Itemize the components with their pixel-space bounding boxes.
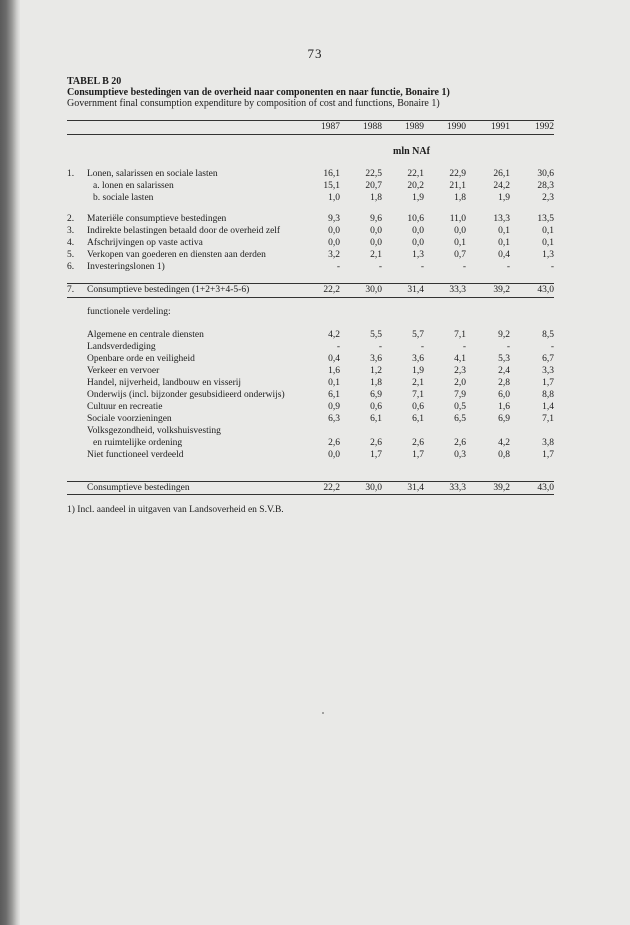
- cell: 0,0: [328, 238, 340, 248]
- cell: 0,6: [370, 402, 382, 412]
- cell: -: [336, 262, 340, 272]
- footnote: 1) Incl. aandeel in uitgaven van Landsoverheid en S.V.B.: [67, 505, 284, 515]
- cell: 0,3: [454, 450, 466, 460]
- cell: 43,0: [537, 285, 554, 295]
- table-row: [0, 401, 630, 413]
- cell: 1,0: [328, 193, 340, 203]
- cell: 13,5: [537, 214, 554, 224]
- table-row: [0, 449, 630, 461]
- row-number: 1.: [67, 169, 75, 179]
- table-row: [0, 437, 630, 449]
- year-header: 1987: [321, 122, 340, 132]
- cell: 13,3: [493, 214, 510, 224]
- row-number: 4.: [67, 238, 75, 248]
- cell: 0,8: [498, 450, 510, 460]
- table-row: [0, 249, 630, 261]
- table-title-dutch: Consumptieve bestedingen van de overheid naar componenten en naar functie, Bonaire 1): [67, 87, 450, 98]
- unit-label: mln NAf: [393, 146, 430, 157]
- cell: 15,1: [323, 181, 340, 191]
- row-number: 6.: [67, 262, 75, 272]
- cell: 0,1: [498, 226, 510, 236]
- cell: -: [550, 342, 554, 352]
- cell: 16,1: [323, 169, 340, 179]
- cell: 9,2: [498, 330, 510, 340]
- cell: 7,1: [412, 390, 424, 400]
- row-number: 2.: [67, 214, 75, 224]
- cell: 1,2: [370, 366, 382, 376]
- table-row: [0, 237, 630, 249]
- cell: 1,8: [370, 193, 382, 203]
- cell: 1,3: [412, 250, 424, 260]
- cell: 0,5: [454, 402, 466, 412]
- cell: 6,9: [498, 414, 510, 424]
- cell: 6,0: [498, 390, 510, 400]
- cell: 0,1: [328, 378, 340, 388]
- table-row: [0, 341, 630, 353]
- cell: 1,7: [370, 450, 382, 460]
- row-label: Verkopen van goederen en diensten aan derden: [87, 250, 266, 260]
- table-row: [0, 168, 630, 180]
- row-label: Materiële consumptieve bestedingen: [87, 214, 227, 224]
- cell: 4,1: [454, 354, 466, 364]
- cell: 0,1: [454, 238, 466, 248]
- cell: 39,2: [493, 285, 510, 295]
- cell: -: [378, 262, 382, 272]
- row-label: Cultuur en recreatie: [87, 402, 163, 412]
- total-bottom-rule: [67, 297, 554, 298]
- cell: 0,0: [412, 226, 424, 236]
- cell: 22,1: [407, 169, 424, 179]
- cell: 4,2: [498, 438, 510, 448]
- year-header: 1990: [447, 122, 466, 132]
- cell: -: [378, 342, 382, 352]
- cell: 5,7: [412, 330, 424, 340]
- cell: 0,1: [542, 238, 554, 248]
- cell: 2,6: [454, 438, 466, 448]
- cell: 7,9: [454, 390, 466, 400]
- cell: 0,0: [328, 226, 340, 236]
- cell: -: [550, 262, 554, 272]
- cell: 1,8: [370, 378, 382, 388]
- cell: 4,2: [328, 330, 340, 340]
- row-label: Consumptieve bestedingen (1+2+3+4-5-6): [87, 285, 250, 295]
- cell: 1,8: [454, 193, 466, 203]
- total2-bottom-rule: [67, 494, 554, 495]
- cell: 0,1: [542, 226, 554, 236]
- cell: 6,1: [328, 390, 340, 400]
- row-label: Indirekte belastingen betaald door de overheid zelf: [87, 226, 281, 236]
- cell: 33,3: [449, 483, 466, 493]
- cell: 0,7: [454, 250, 466, 260]
- cell: 6,3: [328, 414, 340, 424]
- cell: 33,3: [449, 285, 466, 295]
- row-label: Investeringslonen 1): [87, 262, 165, 272]
- cell: 30,0: [365, 285, 382, 295]
- cell: 0,0: [454, 226, 466, 236]
- cell: -: [506, 262, 510, 272]
- cell: 22,2: [323, 483, 340, 493]
- cell: 2,0: [454, 378, 466, 388]
- table-row: [0, 365, 630, 377]
- cell: 6,9: [370, 390, 382, 400]
- cell: 20,2: [407, 181, 424, 191]
- cell: 1,4: [542, 402, 554, 412]
- total-row: [0, 284, 630, 296]
- cell: 31,4: [407, 483, 424, 493]
- cell: 1,6: [498, 402, 510, 412]
- row-label: Afschrijvingen op vaste activa: [87, 238, 203, 248]
- cell: 0,1: [498, 238, 510, 248]
- table-row: [0, 413, 630, 425]
- page-number: 73: [307, 46, 323, 61]
- cell: 2,6: [370, 438, 382, 448]
- row-label: a. lonen en salarissen: [93, 181, 174, 191]
- cell: 31,4: [407, 285, 424, 295]
- table-title-english: Government final consumption expenditure by composition of cost and functions, Bonaire 1): [67, 98, 440, 109]
- row-number: 5.: [67, 250, 75, 260]
- scan-speck: [322, 712, 324, 714]
- row-label: Consumptieve bestedingen: [87, 483, 190, 493]
- cell: 39,2: [493, 483, 510, 493]
- cell: 1,9: [498, 193, 510, 203]
- cell: 6,1: [370, 414, 382, 424]
- cell: 0,0: [370, 226, 382, 236]
- cell: 22,5: [365, 169, 382, 179]
- cell: 1,7: [542, 378, 554, 388]
- cell: -: [462, 342, 466, 352]
- cell: 10,6: [407, 214, 424, 224]
- table-row: [0, 377, 630, 389]
- row-label: Landsverdediging: [87, 342, 156, 352]
- table-code: TABEL B 20: [67, 76, 122, 87]
- cell: 30,0: [365, 483, 382, 493]
- cell: 43,0: [537, 483, 554, 493]
- table-row: [0, 389, 630, 401]
- cell: 1,9: [412, 366, 424, 376]
- table-row: [0, 353, 630, 365]
- cell: 7,1: [542, 414, 554, 424]
- scan-binding-edge: [0, 0, 20, 925]
- row-number: 7.: [67, 285, 75, 295]
- year-header: 1991: [491, 122, 510, 132]
- cell: 8,5: [542, 330, 554, 340]
- cell: 22,2: [323, 285, 340, 295]
- row-label: Volksgezondheid, volkshuisvesting: [87, 426, 221, 436]
- row-label: Handel, nijverheid, landbouw en visserij: [87, 378, 242, 388]
- cell: 0,4: [498, 250, 510, 260]
- cell: 7,1: [454, 330, 466, 340]
- cell: 3,8: [542, 438, 554, 448]
- row-label: Niet functioneel verdeeld: [87, 450, 184, 460]
- cell: 0,0: [328, 450, 340, 460]
- cell: 6,5: [454, 414, 466, 424]
- cell: 2,3: [454, 366, 466, 376]
- cell: 1,9: [412, 193, 424, 203]
- row-label: Sociale voorzieningen: [87, 414, 172, 424]
- cell: 0,6: [412, 402, 424, 412]
- cell: 5,5: [370, 330, 382, 340]
- year-header: 1988: [363, 122, 382, 132]
- cell: 6,1: [412, 414, 424, 424]
- cell: -: [506, 342, 510, 352]
- cell: 20,7: [365, 181, 382, 191]
- cell: 9,6: [370, 214, 382, 224]
- cell: 6,7: [542, 354, 554, 364]
- row-label: Lonen, salarissen en sociale lasten: [87, 169, 218, 179]
- table-row: [0, 425, 630, 437]
- functional-heading: [0, 306, 630, 318]
- cell: -: [420, 262, 424, 272]
- cell: 2,6: [412, 438, 424, 448]
- row-label: b. sociale lasten: [93, 193, 154, 203]
- row-label: Openbare orde en veiligheid: [87, 354, 195, 364]
- cell: 2,8: [498, 378, 510, 388]
- cell: -: [462, 262, 466, 272]
- table-row: [0, 213, 630, 225]
- cell: 28,3: [537, 181, 554, 191]
- cell: 3,6: [412, 354, 424, 364]
- cell: 2,6: [328, 438, 340, 448]
- cell: 24,2: [493, 181, 510, 191]
- table-row: [0, 261, 630, 273]
- row-label: Algemene en centrale diensten: [87, 330, 204, 340]
- cell: 22,9: [449, 169, 466, 179]
- row-number: 3.: [67, 226, 75, 236]
- table-row: [0, 192, 630, 204]
- row-label: Verkeer en vervoer: [87, 366, 160, 376]
- cell: 0,0: [412, 238, 424, 248]
- cell: 1,7: [542, 450, 554, 460]
- cell: 1,6: [328, 366, 340, 376]
- table-row: [0, 180, 630, 192]
- cell: 2,4: [498, 366, 510, 376]
- cell: 8,8: [542, 390, 554, 400]
- total-row: [0, 482, 630, 494]
- cell: 5,3: [498, 354, 510, 364]
- cell: 0,4: [328, 354, 340, 364]
- cell: 1,3: [542, 250, 554, 260]
- cell: 0,9: [328, 402, 340, 412]
- row-label: Onderwijs (incl. bijzonder gesubsidieerd onderwijs): [87, 390, 285, 400]
- cell: 30,6: [537, 169, 554, 179]
- cell: 1,7: [412, 450, 424, 460]
- cell: 2,1: [370, 250, 382, 260]
- cell: 3,6: [370, 354, 382, 364]
- year-header-row: [0, 121, 630, 133]
- header-rule: [67, 134, 554, 135]
- cell: 9,3: [328, 214, 340, 224]
- table-row: [0, 329, 630, 341]
- cell: 3,2: [328, 250, 340, 260]
- year-header: 1989: [405, 122, 424, 132]
- year-header: 1992: [535, 122, 554, 132]
- row-label: en ruimtelijke ordening: [93, 438, 183, 448]
- cell: -: [420, 342, 424, 352]
- cell: 2,1: [412, 378, 424, 388]
- cell: 0,0: [370, 238, 382, 248]
- section-heading: functionele verdeling:: [87, 307, 171, 317]
- cell: -: [336, 342, 340, 352]
- cell: 21,1: [449, 181, 466, 191]
- cell: 26,1: [493, 169, 510, 179]
- cell: 11,0: [449, 214, 466, 224]
- cell: 2,3: [542, 193, 554, 203]
- cell: 3,3: [542, 366, 554, 376]
- table-row: [0, 225, 630, 237]
